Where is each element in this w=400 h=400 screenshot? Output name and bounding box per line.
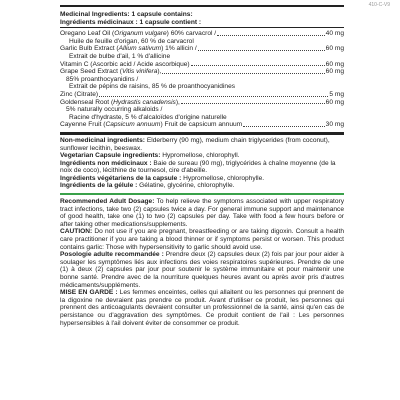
directions-label: Recommended Adult Dosage: <box>60 198 155 206</box>
directions-paragraph <box>60 251 344 289</box>
non-medicinal-paragraph <box>60 152 344 160</box>
ingredient-subline: 85% proanthocyanidins / <box>66 75 139 83</box>
directions-paragraph <box>60 198 344 228</box>
ingredient-amount: 60 mg <box>325 68 344 76</box>
directions-label: Posologie adulte recommandée : <box>60 251 164 259</box>
leader-dots <box>191 65 325 66</box>
directions-text: Prendre deux (2) capsules deux (2) fois par jour pour aider à soulager les symptômes liés aux infections des voies respiratoires supérieures. Prendre de une (1) à deux (2) capsules par jour pour soutenir le système immunitaire et pour maintenir une bonne santé. Prendre avec de la nourriture quelques heures avant ou après avoir pris d'autres médicaments/suppléments. <box>60 251 344 289</box>
non-medicinal-paragraph <box>60 160 344 175</box>
top-rule <box>60 5 344 7</box>
ingredient-name-part: Oregano Leaf Oil ( <box>60 30 115 38</box>
non-medicinal-text: Baie de sureau (90 mg), triglycérides à chaîne moyenne (de la noix de coco), lécithine de tournesol, cire d'abeille. <box>60 159 336 175</box>
ingredient-subline: Racine d'hydraste, 5 % d'alcaloïdes d'origine naturelle <box>69 113 227 121</box>
non-medicinal-text: Gélatine, glycérine, chlorophylle. <box>137 182 235 190</box>
ingredient-name-part: Cayenne Fruit ( <box>60 121 106 129</box>
ingredient-name <box>60 99 180 107</box>
ingredient-row <box>60 99 344 107</box>
header-en: Medicinal Ingredients: 1 capsule contains: <box>60 11 193 18</box>
ingredient-name <box>60 45 197 53</box>
ingredient-amount: 60 mg <box>325 45 344 53</box>
ingredient-name <box>60 30 216 38</box>
leader-dots <box>162 73 324 74</box>
ingredient-name-part: ) 1% allicin / <box>161 45 197 53</box>
ingredient-name-part: Garlic Bulb Extract ( <box>60 45 119 53</box>
directions-label: MISE EN GARDE : <box>60 289 118 297</box>
ingredient-name-part: Goldenseal Root ( <box>60 98 114 106</box>
directions-text: Les femmes enceintes, celles qui allaitent ou les personnes qui prennent de la digoxine ne devraient pas prendre ce produit. Avant d'utiliser ce produit, les personnes qui prennent des anticoagulants devraient consulter un professionnel de la santé, ainsi qu'en cas de persistance ou d'aggravation des symptômes. Ce produit contient de l'ail : Les personnes hypersensibles à l'ail doivent éviter de consommer ce produit. <box>60 289 344 327</box>
non-medicinal-text: Hypromellose, chlorophyll. <box>160 152 240 160</box>
ingredient-amount: 60 mg <box>325 60 344 68</box>
non-medicinal-label: Ingrédients végétariens de la capsule : <box>60 174 182 182</box>
ingredient-row <box>60 61 344 69</box>
ingredient-name-part: Vitamin C (Ascorbic acid / Acide ascorbique) <box>60 60 190 68</box>
ingredient-latin-name: Vitis vinifera <box>121 68 158 76</box>
directions-label: CAUTION: <box>60 228 93 236</box>
ingredient-amount: 60 mg <box>325 98 344 106</box>
leader-dots <box>243 126 325 127</box>
non-medicinal-section <box>60 137 344 190</box>
ingredients-header <box>60 11 344 28</box>
non-medicinal-text: Hypromellose, chlorophylle. <box>181 174 265 182</box>
ingredient-subline: Extrait de bulbe d'ail, 1 % d'allicine <box>69 52 171 60</box>
ingredient-name-part: Grape Seed Extract ( <box>60 68 122 76</box>
section-rule <box>60 132 344 135</box>
non-medicinal-label: Vegetarian Capsule ingredients: <box>60 152 161 160</box>
ingredient-name-part: ), <box>157 68 162 76</box>
ingredient-name <box>60 121 242 129</box>
ingredient-row <box>60 45 344 53</box>
ingredient-row <box>60 91 344 99</box>
ingredient-subline: Huile de feuille d'origan, 60 % de carvacrol <box>69 37 194 45</box>
ingredient-name <box>60 91 98 99</box>
header-fr: Ingrédients médicinaux : 1 capsule contient : <box>60 18 202 26</box>
ingredient-name-part: ) Fruit de capsicum annuum <box>160 121 243 129</box>
ingredient-name-part: ) 60% carvacrol / <box>166 30 217 38</box>
non-medicinal-paragraph <box>60 137 344 152</box>
ingredient-name <box>60 61 190 69</box>
non-medicinal-paragraph <box>60 182 344 190</box>
ingredient-row <box>60 121 344 129</box>
product-code: 410-C-V9 <box>368 2 390 8</box>
non-medicinal-label: Ingrédients de la gélule : <box>60 182 138 190</box>
directions-paragraph <box>60 228 344 251</box>
leader-dots <box>217 35 325 36</box>
ingredient-latin-name: Capsicum annuum <box>105 121 161 129</box>
ingredient-name-part: ), <box>175 98 180 106</box>
ingredient-latin-name: Origanum vulgare <box>114 30 167 38</box>
ingredient-name <box>60 68 161 76</box>
ingredient-subline: 5% naturally occurring alkaloids / <box>66 106 163 114</box>
leader-dots <box>198 50 325 51</box>
accent-rule <box>60 193 344 195</box>
ingredient-subline: Extrait de pépins de raisins, 85 % de proanthocyanidines <box>69 83 236 91</box>
directions-text: To help relieve the symptoms associated with upper respiratory tract infections, take two (2) capsules twice a day. For general immune support and maintenance of good health, take one (1) to two (2) capsules per day. Take with food a few hours before or after taking other medications/supplements. <box>60 198 344 228</box>
ingredient-list <box>60 30 344 129</box>
directions-text: Do not use if you are pregnant, breastfeeding or are taking digoxin. Consult a health care practitioner if you are taking a blood thinner or if symptoms persist or worsen. This product contains garlic: Those with hypersensitivity to garlic should avoid use. <box>60 228 344 251</box>
non-medicinal-label: Non-medicinal ingredients: <box>60 136 145 144</box>
ingredient-amount: 5 mg <box>329 90 344 98</box>
leader-dots <box>181 103 325 104</box>
label-panel <box>60 11 344 327</box>
leader-dots <box>99 96 328 97</box>
directions-paragraph <box>60 289 344 327</box>
ingredient-amount: 40 mg <box>325 30 344 38</box>
ingredient-latin-name: Allium sativum <box>118 45 162 53</box>
ingredient-latin-name: Hydrastis canadensis <box>113 98 176 106</box>
directions-section <box>60 198 344 327</box>
ingredient-amount: 30 mg <box>325 121 344 129</box>
ingredient-row <box>60 68 344 76</box>
non-medicinal-label: Ingrédients non médicinaux : <box>60 159 152 167</box>
ingredient-row <box>60 30 344 38</box>
ingredient-name-part: Zinc (Citrate) <box>60 90 99 98</box>
non-medicinal-text: Elderberry (90 mg), medium chain triglycerides (from coconut), sunflower lecithin, beeswax. <box>60 136 330 152</box>
non-medicinal-paragraph <box>60 175 344 183</box>
